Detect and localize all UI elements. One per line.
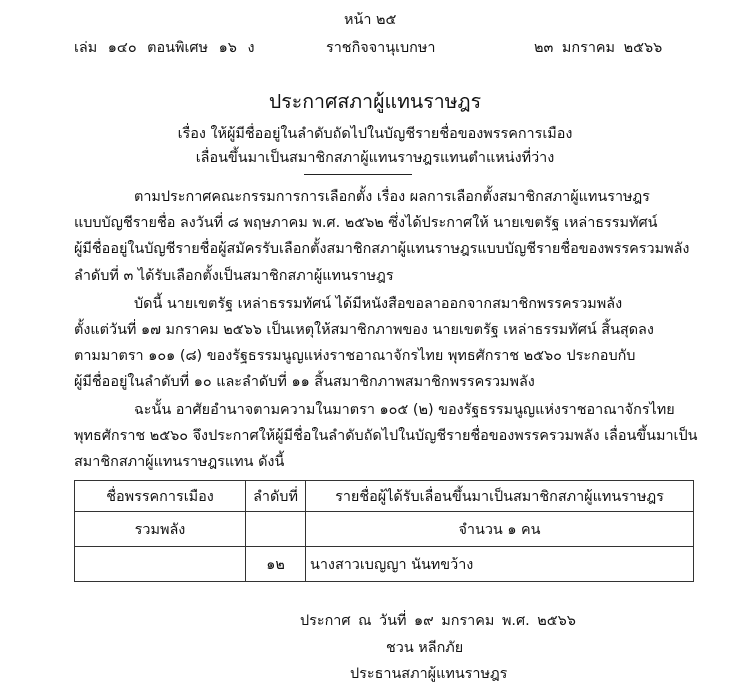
signatory-position: ประธานสภาผู้แทนราษฎร — [350, 666, 508, 682]
paragraph-line: พุทธศักราช ๒๕๖๐ จึงประกาศให้ผู้มีชื่อในลำดับถัดไปในบัญชีรายชื่อของพรรครวมพลัง เลื่อนขึ้นมาเป็น — [74, 428, 698, 444]
paragraph-line: ฉะนั้น อาศัยอำนาจตามความในมาตรา ๑๐๕ (๒) ของรัฐธรรมนูญแห่งราชอาณาจักรไทย — [134, 402, 675, 418]
page-number: หน้า ๒๕ — [344, 12, 397, 28]
gazette-volume: เล่ม ๑๔๐ ตอนพิเศษ ๑๖ ง — [74, 40, 255, 56]
paragraph-line: ลำดับที่ ๓ ได้รับเลือกตั้งเป็นสมาชิกสภาผู้แทนราษฎร — [74, 268, 394, 284]
paragraph-line: ผู้มีชื่ออยู่ในลำดับที่ ๑๐ และลำดับที่ ๑๑ สิ้นสมาชิกภาพสมาชิกพรรครวมพลัง — [74, 374, 535, 390]
gazette-name: ราชกิจจานุเบกษา — [326, 40, 436, 56]
table-row — [75, 512, 694, 547]
column-header-member: รายชื่อผู้ได้รับเลื่อนขึ้นมาเป็นสมาชิกสภาผู้แทนราษฎร — [306, 481, 694, 512]
announcement-title: ประกาศสภาผู้แทนราษฎร — [268, 90, 482, 113]
rank-cell: ๑๒ — [246, 547, 306, 582]
signatory-name: ชวน หลีกภัย — [386, 640, 464, 656]
issue-date: ประกาศ ณ วันที่ ๑๙ มกราคม พ.ศ. ๒๕๖๖ — [300, 613, 576, 629]
empty-cell — [75, 547, 246, 582]
gazette-date: ๒๓ มกราคม ๒๕๖๖ — [534, 40, 663, 56]
paragraph-line: สมาชิกสภาผู้แทนราษฎรแทน ดังนี้ — [74, 454, 285, 470]
paragraph-line: ผู้มีชื่ออยู่ในบัญชีรายชื่อผู้สมัครรับเลือกตั้งสมาชิกสภาผู้แทนราษฎรแบบบัญชีรายชื่อของพรรครวมพลัง — [74, 241, 690, 257]
member-table — [74, 480, 694, 582]
member-count-cell: จำนวน ๑ คน — [306, 512, 694, 547]
table-header-row — [75, 481, 694, 512]
paragraph-line: ตามมาตรา ๑๐๑ (๘) ของรัฐธรรมนูญแห่งราชอาณาจักรไทย พุทธศักราช ๒๕๖๐ ประกอบกับ — [74, 348, 636, 364]
subject-line-2: เลื่อนขึ้นมาเป็นสมาชิกสภาผู้แทนราษฎรแทนตำแหน่งที่ว่าง — [195, 150, 555, 166]
member-name-cell: นางสาวเบญญา นันทขว้าง — [306, 547, 694, 582]
paragraph-line: บัดนี้ นายเขตรัฐ เหล่าธรรมทัศน์ ได้มีหนังสือขอลาออกจากสมาชิกพรรครวมพลัง — [134, 296, 623, 312]
empty-cell — [246, 512, 306, 547]
title-divider — [304, 174, 412, 175]
paragraph-line: ตั้งแต่วันที่ ๑๗ มกราคม ๒๕๖๖ เป็นเหตุให้สมาชิกภาพของ นายเขตรัฐ เหล่าธรรมทัศน์ สิ้นสุดลง — [74, 322, 654, 338]
paragraph-line: แบบบัญชีรายชื่อ ลงวันที่ ๘ พฤษภาคม พ.ศ. ๒๕๖๒ ซึ่งได้ประกาศให้ นายเขตรัฐ เหล่าธรรมทัศน์ — [74, 215, 658, 231]
subject-line-1: เรื่อง ให้ผู้มีชื่ออยู่ในลำดับถัดไปในบัญชีรายชื่อของพรรคการเมือง — [177, 126, 573, 142]
column-header-party: ชื่อพรรคการเมือง — [75, 481, 246, 512]
table-row — [75, 547, 694, 582]
column-header-rank: ลำดับที่ — [246, 481, 306, 512]
party-name-cell: รวมพลัง — [75, 512, 246, 547]
paragraph-line: ตามประกาศคณะกรรมการการเลือกตั้ง เรื่อง ผลการเลือกตั้งสมาชิกสภาผู้แทนราษฎร — [134, 189, 650, 205]
